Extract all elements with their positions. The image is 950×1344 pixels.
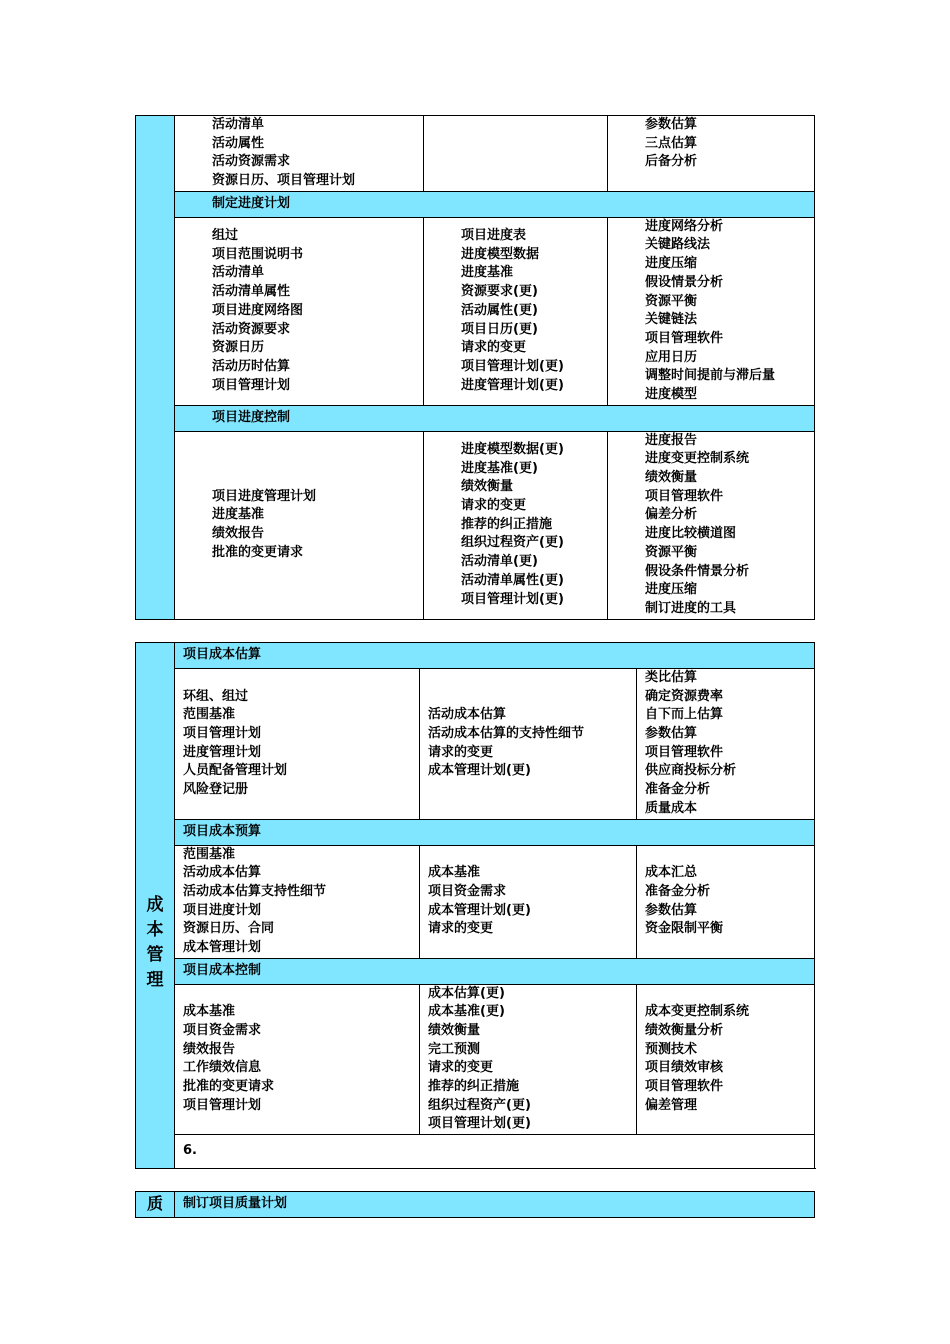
list-item: 成本汇总 — [645, 865, 698, 881]
section-number: 6. — [175, 1135, 815, 1169]
section-title: 制订项目质量计划 — [175, 1192, 815, 1218]
list-item: 请求的变更 — [461, 498, 527, 514]
list-item: 活动清单 — [212, 117, 265, 132]
list-item: 确定资源费率 — [645, 688, 724, 704]
list-item: 项目日历(更) — [461, 321, 538, 337]
list-item: 范围基准 — [183, 846, 236, 862]
list-item: 准备金分析 — [645, 782, 711, 798]
schedule-side-label — [136, 116, 175, 620]
list-item: 完工预测 — [428, 1041, 481, 1057]
list-item: 成本基准 — [183, 1004, 236, 1020]
list-item: 项目绩效审核 — [645, 1060, 724, 1076]
list-item: 项目管理计划(更) — [461, 591, 564, 607]
list-item: 人员配备管理计划 — [183, 763, 288, 779]
list-item: 成本管理计划(更) — [428, 763, 531, 779]
list-item: 理 — [146, 970, 164, 991]
list-item: 应用日历 — [645, 349, 698, 365]
section-title: 制定进度计划 — [175, 191, 815, 217]
section-title: 项目成本估算 — [175, 643, 815, 669]
quality-side-label: 质 — [136, 1192, 175, 1218]
cell-tools — [608, 217, 815, 405]
list-item: 项目管理计划 — [183, 1097, 262, 1113]
section-title: 项目进度控制 — [175, 405, 815, 431]
list-item: 项目管理计划 — [212, 377, 291, 393]
list-item: 类比估算 — [645, 670, 698, 685]
cell-inputs — [175, 116, 424, 192]
list-item: 请求的变更 — [461, 340, 527, 356]
list-item: 偏差分析 — [645, 507, 698, 523]
cell-tools — [637, 845, 815, 958]
list-item: 成 — [146, 895, 164, 916]
quality-management-table — [135, 1191, 815, 1218]
list-item: 范围基准 — [183, 707, 236, 723]
list-item: 项目管理软件 — [645, 1079, 724, 1095]
cell-outputs — [424, 431, 608, 619]
cell-tools — [608, 431, 815, 619]
list-item: 准备金分析 — [645, 883, 711, 899]
list-item: 活动清单属性(更) — [461, 572, 564, 588]
list-item: 进度基准 — [212, 507, 265, 523]
list-item: 后备分析 — [645, 154, 698, 170]
list-item: 进度变更控制系统 — [645, 451, 750, 467]
list-item: 工作绩效信息 — [183, 1060, 262, 1076]
cell-outputs — [424, 217, 608, 405]
list-item: 绩效报告 — [212, 526, 265, 542]
list-item: 活动资源需求 — [212, 154, 291, 170]
list-item: 进度管理计划(更) — [461, 377, 564, 393]
list-item: 资源平衡 — [645, 293, 698, 309]
list-item: 活动属性 — [212, 135, 265, 151]
list-item: 关键链法 — [645, 312, 698, 328]
list-item: 批准的变更请求 — [183, 1079, 275, 1095]
list-item: 绩效衡量 — [428, 1023, 481, 1038]
list-item: 偏差管理 — [645, 1097, 698, 1113]
list-item: 资源要求(更) — [461, 284, 538, 300]
list-item: 绩效衡量分析 — [645, 1023, 724, 1038]
list-item: 项目管理计划 — [183, 726, 262, 742]
list-item: 项目资金需求 — [183, 1023, 262, 1038]
list-item: 进度基准(更) — [461, 460, 538, 476]
list-item: 预测技术 — [645, 1041, 698, 1057]
list-item: 资源日历、合同 — [183, 921, 275, 937]
cell-inputs — [175, 217, 424, 405]
list-item: 假设情景分析 — [645, 274, 724, 290]
list-item: 项目进度计划 — [183, 902, 262, 918]
list-item: 质量成本 — [645, 800, 698, 816]
list-item: 活动成本估算 — [428, 707, 507, 723]
list-item: 进度压缩 — [645, 256, 698, 272]
cell-tools — [637, 669, 815, 820]
cell-outputs — [420, 669, 637, 820]
list-item: 成本基准(更) — [428, 1004, 505, 1020]
list-item: 活动清单属性 — [212, 284, 291, 300]
list-item: 参数估算 — [645, 726, 698, 742]
list-item: 进度模型数据 — [461, 246, 540, 262]
list-item: 活动资源要求 — [212, 321, 291, 337]
list-item: 项目管理软件 — [645, 488, 724, 504]
list-item: 进度压缩 — [645, 582, 698, 598]
list-item: 假设条件情景分析 — [645, 563, 750, 579]
list-item: 项目范围说明书 — [212, 246, 304, 262]
list-item: 活动历时估算 — [212, 358, 291, 374]
list-item: 组织过程资产(更) — [428, 1097, 531, 1113]
list-item: 进度网络分析 — [645, 218, 724, 234]
list-item: 风险登记册 — [183, 782, 249, 798]
list-item: 进度报告 — [645, 432, 698, 448]
list-item: 请求的变更 — [428, 1060, 494, 1076]
list-item: 绩效报告 — [183, 1041, 236, 1057]
cell-outputs — [420, 984, 637, 1135]
list-item: 活动属性(更) — [461, 302, 538, 318]
cell-tools — [637, 984, 815, 1135]
list-item: 活动成本估算的支持性细节 — [428, 726, 585, 742]
list-item: 进度模型数据(更) — [461, 442, 564, 458]
list-item: 项目管理软件 — [645, 330, 724, 346]
list-item: 资源平衡 — [645, 544, 698, 560]
list-item: 资源日历 — [212, 340, 265, 356]
list-item: 成本管理计划 — [183, 939, 262, 955]
list-item: 组织过程资产(更) — [461, 535, 564, 551]
list-item: 推荐的纠正措施 — [428, 1079, 520, 1095]
list-item: 进度比较横道图 — [645, 526, 737, 542]
list-item: 请求的变更 — [428, 921, 494, 937]
list-item: 成本基准 — [428, 865, 481, 881]
cell-tools — [608, 116, 815, 192]
list-item: 本 — [146, 920, 164, 941]
list-item: 项目资金需求 — [428, 883, 507, 899]
list-item: 活动成本估算 — [183, 865, 262, 881]
cell-outputs — [424, 116, 608, 192]
list-item: 参数估算 — [645, 117, 698, 132]
list-item: 进度模型 — [645, 386, 698, 402]
list-item: 推荐的纠正措施 — [461, 516, 553, 532]
cost-side-label — [136, 643, 175, 1169]
cell-inputs — [175, 845, 420, 958]
list-item: 制订进度的工具 — [645, 600, 737, 616]
cost-management-table — [135, 642, 815, 1169]
list-item: 请求的变更 — [428, 744, 494, 760]
list-item: 自下而上估算 — [645, 707, 724, 723]
section-title: 项目成本预算 — [175, 819, 815, 845]
list-item: 项目管理计划(更) — [461, 358, 564, 374]
list-item: 环组、组过 — [183, 688, 249, 704]
list-item: 活动清单(更) — [461, 554, 538, 570]
list-item: 项目进度网络图 — [212, 302, 304, 318]
cell-inputs — [175, 431, 424, 619]
list-item: 关键路线法 — [645, 237, 711, 253]
list-item: 项目进度管理计划 — [212, 488, 317, 504]
cell-outputs — [420, 845, 637, 958]
cell-inputs — [175, 984, 420, 1135]
list-item: 活动成本估算支持性细节 — [183, 883, 327, 899]
schedule-management-table — [135, 115, 815, 620]
list-item: 参数估算 — [645, 902, 698, 918]
list-item: 资源日历、项目管理计划 — [212, 173, 356, 189]
list-item: 管 — [146, 945, 164, 966]
list-item: 资金限制平衡 — [645, 921, 724, 937]
list-item: 进度基准 — [461, 265, 514, 281]
list-item: 供应商投标分析 — [645, 763, 737, 779]
list-item: 三点估算 — [645, 135, 698, 151]
list-item: 成本变更控制系统 — [645, 1004, 750, 1020]
list-item: 成本管理计划(更) — [428, 902, 531, 918]
list-item: 活动清单 — [212, 265, 265, 281]
section-title: 项目成本控制 — [175, 958, 815, 984]
list-item: 成本估算(更) — [428, 985, 505, 1001]
list-item: 进度管理计划 — [183, 744, 262, 760]
list-item: 项目进度表 — [461, 228, 527, 244]
list-item: 组过 — [212, 228, 239, 244]
list-item: 项目管理软件 — [645, 744, 724, 760]
cell-inputs — [175, 669, 420, 820]
list-item: 调整时间提前与滞后量 — [645, 368, 776, 384]
list-item: 绩效衡量 — [645, 470, 698, 486]
list-item: 项目管理计划(更) — [428, 1116, 531, 1132]
list-item: 绩效衡量 — [461, 479, 514, 495]
list-item: 批准的变更请求 — [212, 544, 304, 560]
